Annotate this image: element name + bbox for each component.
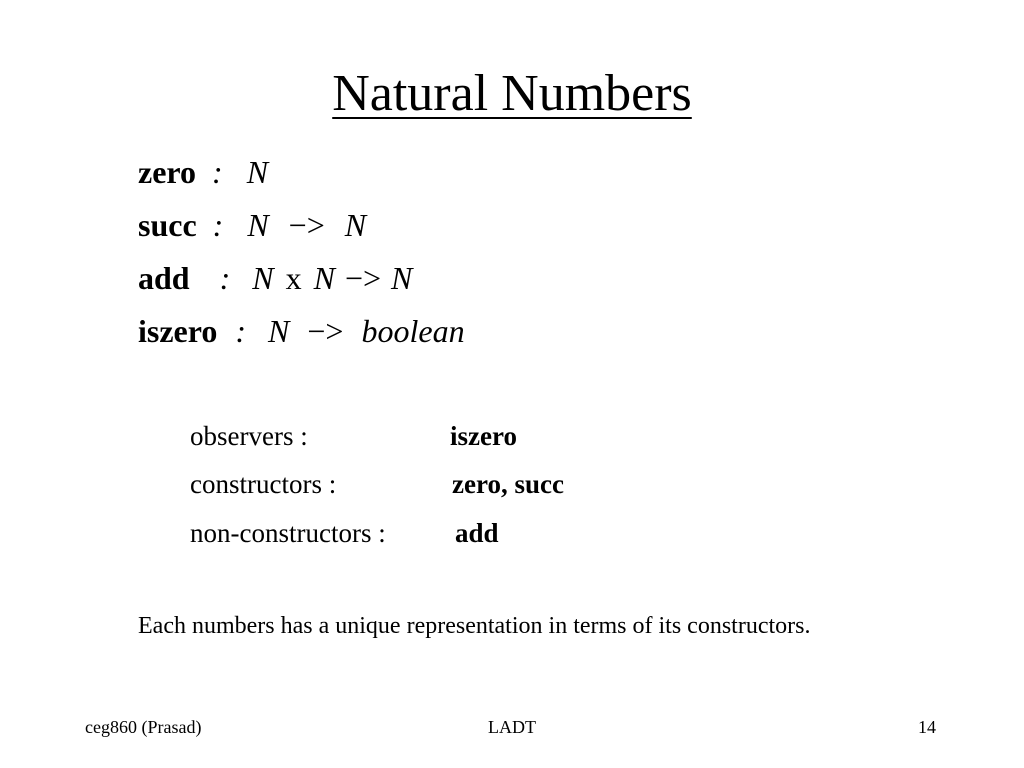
operation-name: succ [138,207,197,243]
colon: : [235,313,247,349]
signature-zero [138,152,268,192]
classification-value-constructors: zero, succ [452,469,564,499]
domain-type: N [252,260,274,296]
operation-name: add [138,260,190,296]
signature-add [138,258,412,298]
signature-iszero [138,311,465,351]
footer-left: ceg860 (Prasad) [85,717,202,737]
classification-label-non-constructors: non-constructors : [190,518,386,548]
signature-succ [138,205,366,245]
operation-name: zero [138,154,197,190]
arrow: −> [288,207,325,243]
footer-center: LADT [488,717,536,737]
arrow: −> [307,313,344,349]
slide-title-text: Natural Numbers [332,65,692,122]
colon: : [212,207,224,243]
slide-note: Each numbers has a unique representation in terms of its constructors. [138,613,811,639]
domain-type-2: N [313,260,335,296]
footer-page-number: 14 [918,717,936,737]
codomain-type: boolean [361,313,465,349]
domain-type: N [247,207,269,243]
product-symbol: x [285,260,302,296]
domain-type: N [268,313,290,349]
classification-label-constructors: constructors : [190,469,337,499]
slide-title [0,58,1024,130]
codomain-type: N [344,207,367,243]
colon: : [212,154,223,190]
codomain-type: N [391,260,413,296]
classification-value-observers: iszero [450,421,517,451]
colon: : [219,260,231,296]
arrow: −> [344,260,382,296]
classification-label-observers: observers : [190,421,308,451]
operation-name: iszero [138,313,218,349]
domain-type: N [246,154,269,190]
classification-value-non-constructors: add [455,518,499,548]
